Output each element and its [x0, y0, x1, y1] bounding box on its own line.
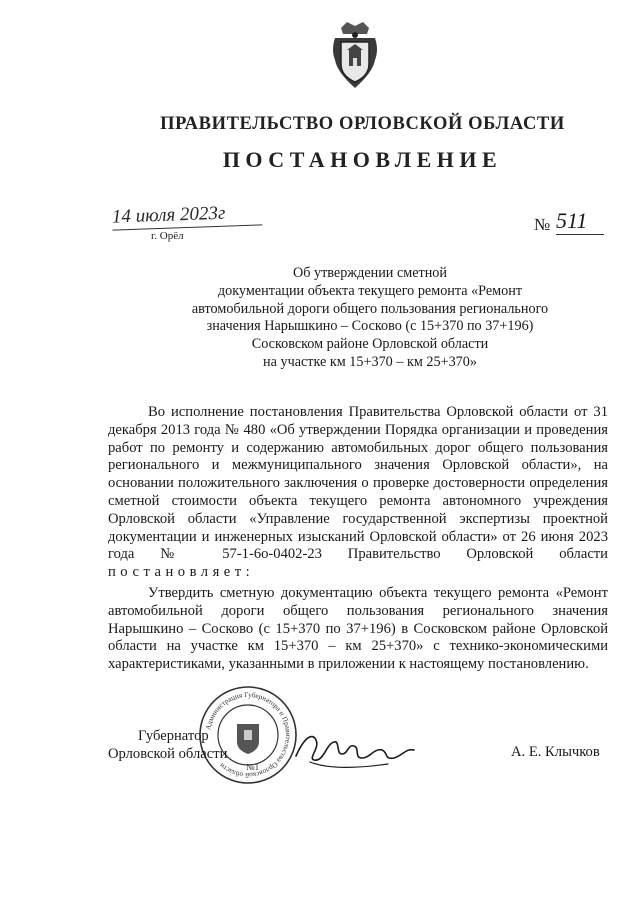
- subject-line: Сосковском районе Орловской области: [251, 336, 489, 353]
- document-number-label: №: [534, 215, 551, 234]
- subject-line: документации объекта текущего ремонта «Ремонт: [217, 282, 523, 299]
- subject-line: Об утверждении сметной: [292, 265, 447, 281]
- position-line: Губернатор: [138, 728, 209, 744]
- signatory-name: А. Е. Клычков: [511, 744, 600, 760]
- document-type-heading: ПОСТАНОВЛЕНИЕ: [222, 147, 503, 172]
- stamp-ring-text: Администрация Губернатора и Правительства Орловской области: [204, 690, 293, 780]
- stamp-number: №1: [246, 762, 260, 772]
- body-paragraph-resolution: [108, 585, 608, 674]
- subject-line: автомобильной дороги общего пользования регионального: [191, 300, 549, 317]
- document-date: 14 июля 2023г: [112, 201, 263, 230]
- document-subject: [150, 265, 590, 372]
- subject-line: на участке км 15+370 – км 25+370»: [263, 353, 477, 370]
- resolves-phrase: постановляет:: [108, 564, 255, 581]
- body-paragraph-preamble: [108, 404, 608, 582]
- signatory-position: [108, 728, 227, 764]
- coat-of-arms-emblem: [327, 20, 383, 92]
- handwritten-signature: [290, 718, 420, 778]
- position-line: Орловской области: [108, 745, 228, 762]
- government-title: ПРАВИТЕЛЬСТВО ОРЛОВСКОЙ ОБЛАСТИ: [160, 114, 565, 134]
- resolution-text: Утвердить сметную документацию объекта текущего ремонта «Ремонт автомобильной дороги общего пользования регионального значения Нарышкино – Сосково (с 15+370 по 37+196) в Сосковском районе Орловской области на участке км 15+370 – км 25+370» с технико-экономическими характеристиками, указанными в приложении к настоящему постановлению.: [108, 585, 608, 673]
- preamble-text: Во исполнение постановления Правительства Орловской области от 31 декабря 2013 года № 480 «Об утверждении Порядка организации и проведения работ по ремонту и содержанию автомобильных дорог общего пользования регионального и межмуниципального значения Орловской области», на основании положительного заключения о проверке достоверности определения сметной стоимости объекта текущего ремонта автономного учреждения Орловской области «Управление государственной экспертизы проектной документации и инженерных изысканий Орловской области» от 26 июня 2023 года № 57-1-6о-0402-23 Правительство Орловской области: [108, 404, 608, 563]
- document-number: 511: [556, 208, 604, 235]
- document-city: г. Орёл: [151, 230, 184, 242]
- subject-line: значения Нарышкино – Сосково (с 15+370 по 37+196): [206, 318, 534, 335]
